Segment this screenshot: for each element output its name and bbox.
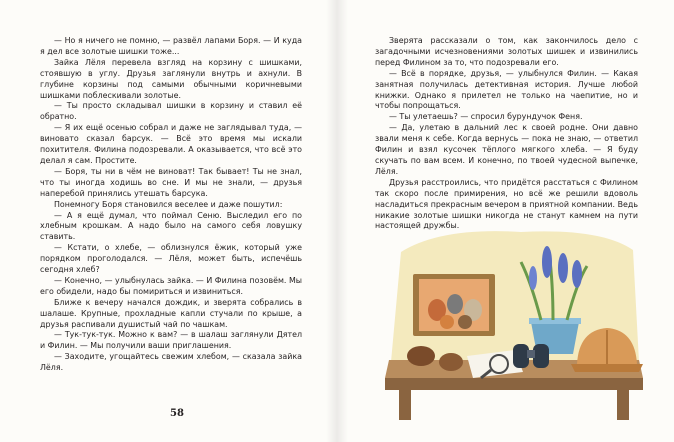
paragraph: Понемногу Боря становился веселее и даже пошутил: [54,199,283,209]
paragraph: Зайка Лёля перевела взгляд на корзину с шишками, стоявшую в углу. Друзья заглянули внутрь и ахнули. В глубине корзины под самыми обычными коричневыми шишками поблескивали золотые. [40,57,302,100]
framed-portrait [413,274,495,336]
paragraph: — Боря, ты ни в чём не виноват! Так бывает! Ты не знал, что ты иногда ходишь во сне. И мы не знали, — друзья наперебой принялись утешать барсука. [40,166,302,198]
paragraph: — А я ещё думал, что поймал Сеню. Выследил его по хлебным крошкам. А надо было на самого себя ловушку ставить. [40,210,302,242]
left-text-column [40,36,302,374]
paragraph: — Кстати, о хлебе, — облизнулся ёжик, который уже порядком проголодался. — Лёля, может быть, испечёшь сегодня хлеб? [40,243,302,275]
paragraph: — Ты просто складывал шишки в корзину и ставил её обратно. [40,101,302,122]
right-text-column [375,36,638,232]
paragraph: — Но я ничего не помню, — развёл лапами Боря. — И куда я дел все золотые шишки тоже... [40,36,302,56]
paragraph: — Тук-тук-тук. Можно к вам? — в шалаш заглянули Дятел и Филин. — Мы получили ваши приглашения. [40,330,302,351]
illustration [381,222,647,422]
paragraph: — Я их ещё осенью собрал и даже не заглядывал туда, — виновато сказал барсук. — Всё это время мы искали похитителя. Филина подозревали. А оказывается, что всё это делал я сам. Простите. [40,123,302,165]
illustration-drawing [381,222,647,422]
paragraph: — Ты улетаешь? — спросил бурундучок Феня. [389,112,583,122]
paragraph: Друзья расстроились, что придётся расстаться с Филином так скоро после примирения, но всё же решили вдоволь насладиться прекрасным вечером в приятной компании. Ведь никакие золотые шишки никогда не станут камнем на пути настоящей дружбы. [375,177,638,231]
paragraph: — Всё в порядке, друзья, — улыбнулся Филин. — Какая занятная получилась детективная история. Лучше любой книжки. Однако я прилетел не только на чаепитие, но и чтобы попрощаться. [375,68,638,111]
paragraph: — Заходите, угощайтесь свежим хлебом, — сказала зайка Лёля. [40,352,302,373]
paragraph: Ближе к вечеру начался дождик, и зверята собрались в шалаше. Крупные, прохладные капли стучали по крыше, а друзья распивали душистый чай по чашкам. [40,297,302,329]
paragraph: Зверята рассказали о том, как закончилось дело с загадочными исчезновениями золотых шишек и извинились перед Филином за то, что подозревали его. [375,36,638,67]
page-number: 58 [170,408,184,419]
right-page [337,0,674,442]
paragraph: — Конечно, — улыбнулась зайка. — И Филина позовём. Мы его обидели, надо бы помириться и извиниться. [40,275,302,296]
paragraph: — Да, улетаю в дальний лес к своей родне. Они давно звали меня к себе. Когда вернусь — пока не знаю, — ответил Филин и взял кусочек тёплого мягкого хлеба. — Я буду скучать по вам всем. И конечно, по твоей чудесной выпечке, Лёля. [375,123,638,176]
